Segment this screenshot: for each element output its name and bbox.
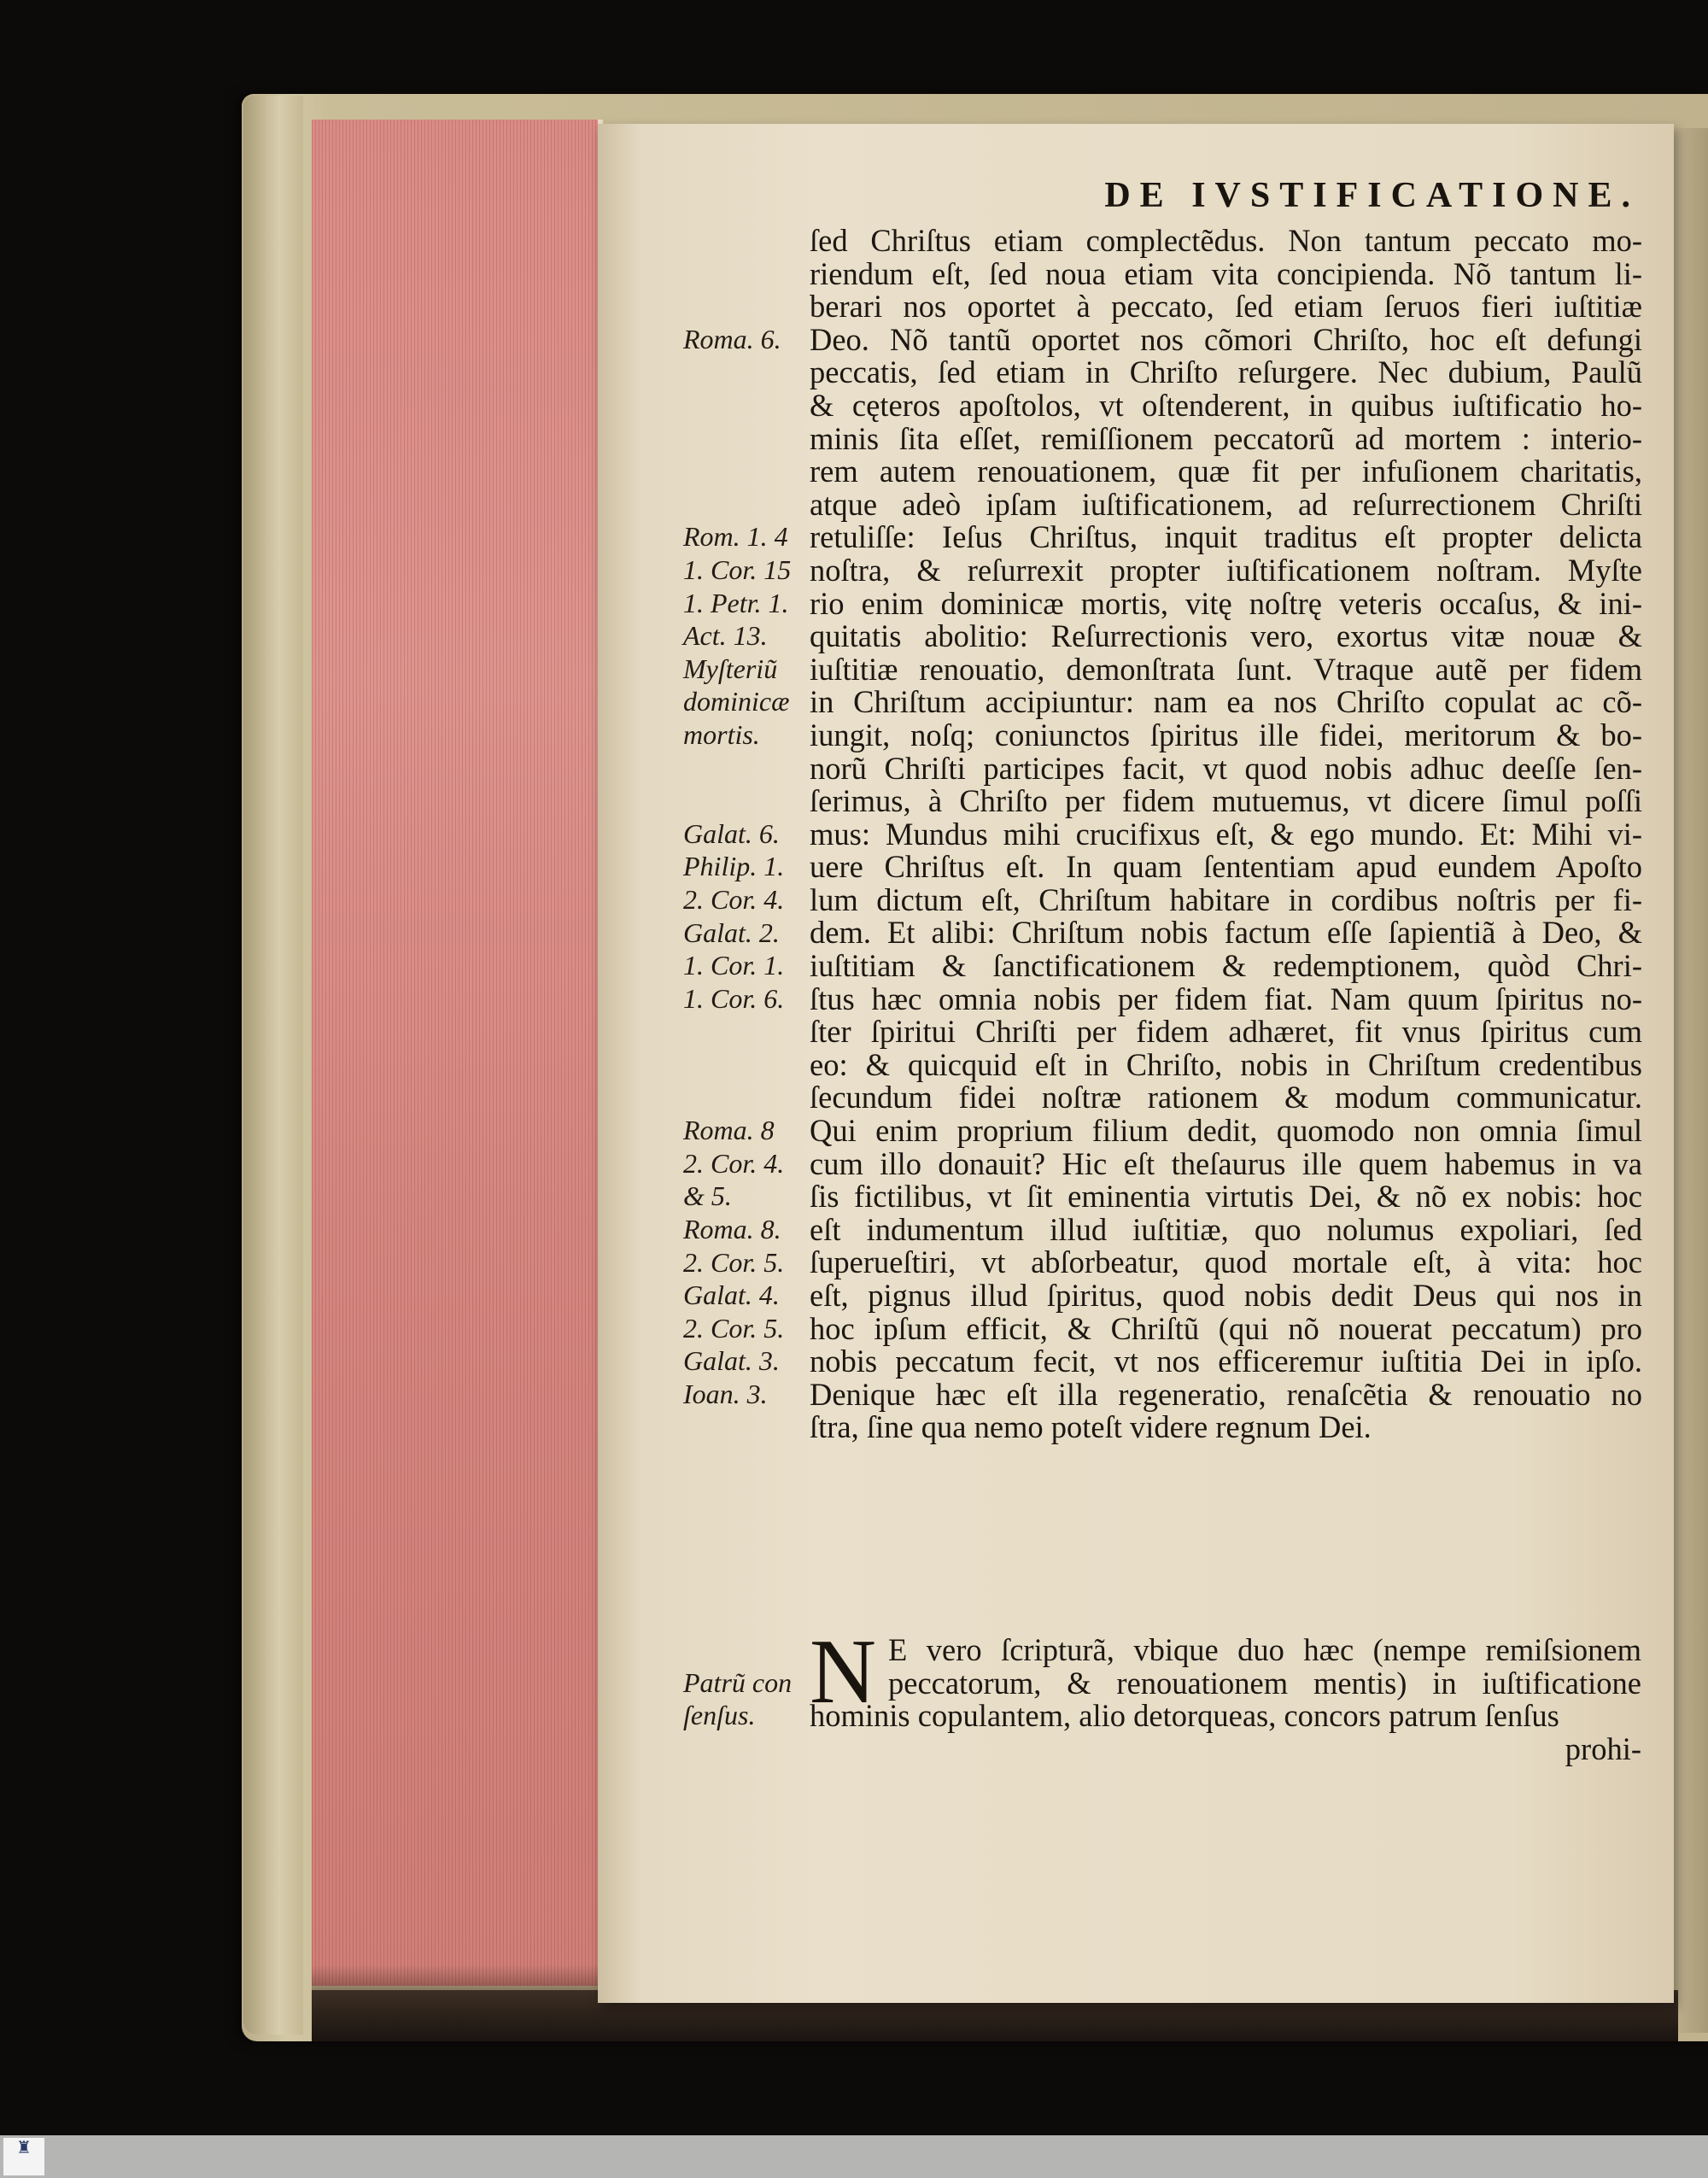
text-line: Denique hæc eſt illa regeneratio, renaſcẽtia & renouatio no xyxy=(810,1376,1642,1412)
text-line: cum illo donauit? Hic eſt theſaurus ille quem habemus in va xyxy=(810,1145,1642,1181)
text-line: ſed Chriſtus etiam complectẽdus. Non tantum peccato mo- xyxy=(810,223,1642,258)
margin-note: Galat. 6. xyxy=(683,817,780,849)
text-line: berari nos oportet à peccato, ſed etiam ſeruos fieri iuſtitiæ xyxy=(810,289,1642,325)
margin-note: ſenſus. xyxy=(683,1700,756,1731)
text-line: ſtus hæc omnia nobis per fidem fiat. Nam quum ſpiritus no- xyxy=(810,981,1642,1016)
text-line: uere Chriſtus eſt. In quam ſententiam apud eundem Apoſto xyxy=(810,849,1642,885)
margin-note: 2. Cor. 5. xyxy=(683,1312,785,1344)
text-line: E vero ſcripturã, vbique duo hæc (nempe remiſsionem xyxy=(888,1632,1641,1667)
margin-note: & 5. xyxy=(683,1180,732,1212)
text-line: iungit, noſq; coniunctos ſpiritus ille fidei, meritorum & bo- xyxy=(810,717,1642,752)
text-line: Qui enim proprium filium dedit, quomodo non omnia ſimul xyxy=(810,1113,1642,1149)
text-line: in Chriſtum accipiuntur: nam ea nos Chriſto copulat ac cõ- xyxy=(810,684,1642,720)
cover-spine-edge xyxy=(243,96,303,2035)
text-line: hominis copulantem, alio detorqueas, concors patrum ſenſus xyxy=(810,1698,1559,1734)
margin-note: Myſteriũ xyxy=(683,653,778,684)
text-line: norũ Chriſti participes facit, vt quod nobis adhuc deeſſe ſen- xyxy=(810,750,1642,786)
text-line: atque adeò ipſam iuſtificationem, ad reſurrectionem Chriſti xyxy=(810,486,1642,522)
text-line: ſtra, ſine qua nemo poteſt videre regnum Dei. xyxy=(810,1409,1372,1445)
margin-note: 1. Cor. 15 xyxy=(683,554,792,585)
margin-note: Ioan. 3. xyxy=(683,1379,768,1409)
text-line: minis ſita eſſet, remiſſionem peccatorũ ad mortem : interio- xyxy=(810,420,1642,456)
text-line: nobis peccatum fecit, vt nos efficeremur iuſtitia Dei in ipſo. xyxy=(810,1344,1642,1379)
text-line: hoc ipſum efficit, & Chriſtũ (qui nõ nouerat peccatum) pro xyxy=(810,1310,1642,1346)
margin-note: Galat. 4. xyxy=(683,1279,780,1311)
body-text xyxy=(810,225,1642,1444)
second-paragraph xyxy=(810,1632,1641,1766)
margin-note: 1. Cor. 1. xyxy=(683,950,785,981)
drop-cap: N xyxy=(810,1621,876,1723)
text-line: lum dictum eſt, Chriſtum habitare in cordibus noſtris per fi- xyxy=(810,881,1642,917)
margin-note: Philip. 1. xyxy=(683,851,785,882)
text-line: eo: & quicquid eſt in Chriſto, nobis in Chriſtum credentibus xyxy=(810,1046,1642,1082)
text-line: peccatorum, & renouationem mentis) in iuſtificatione xyxy=(888,1665,1641,1701)
text-line: quitatis abolitio: Reſurrectionis vero, exortus vitæ nouæ & xyxy=(810,618,1642,654)
margin-note: 1. Cor. 6. xyxy=(683,982,785,1014)
page-block-fore-edge xyxy=(312,120,603,1986)
margin-note: Galat. 2. xyxy=(683,916,780,948)
text-line: mus: Mundus mihi crucifixus eſt, & ego mundo. Et: Mihi vi- xyxy=(810,816,1642,852)
margin-note: 2. Cor. 5. xyxy=(683,1246,785,1278)
margin-note: Act. 13. xyxy=(683,620,768,652)
text-line: rem autem renouationem, quæ fit per infuſionem charitatis, xyxy=(810,454,1642,489)
text-line: rio enim dominicæ mortis, vitę noſtrę veteris occaſus, & ini- xyxy=(810,585,1642,621)
margin-note: Roma. 6. xyxy=(683,323,781,354)
fore-edge-shadow xyxy=(312,1964,598,1990)
text-line: iuſtitiam & ſanctificationem & redemptionem, quòd Chri- xyxy=(810,948,1642,984)
text-line: retuliſſe: Ieſus Chriſtus, inquit traditus eſt propter delicta xyxy=(810,519,1642,555)
facing-page-edge xyxy=(1674,128,1708,2033)
text-line: ſerimus, à Chriſto per fidem mutuemus, vt dicere ſimul poſſi xyxy=(810,783,1642,819)
margin-note: Roma. 8 xyxy=(683,1115,775,1146)
text-line: dem. Et alibi: Chriſtum nobis factum eſſe ſapientiã à Deo, & xyxy=(810,915,1642,951)
text-line: Deo. Nõ tantũ oportet nos cõmori Chriſto, hoc eſt defungi xyxy=(810,321,1642,357)
text-line: ſis fictilibus, vt ſit eminentia virtutis Dei, & nõ ex nobis: hoc xyxy=(810,1179,1642,1215)
catchword: prohi- xyxy=(1565,1730,1641,1766)
margin-note: Patrũ con xyxy=(683,1666,793,1698)
margin-note: mortis. xyxy=(683,719,760,750)
margin-note: Rom. 1. 4 xyxy=(683,521,788,553)
text-line: ſuperueſtiri, vt abſorbeatur, quod mortale eſt, à vita: hoc xyxy=(810,1244,1642,1280)
margin-note: dominicæ xyxy=(683,686,790,717)
text-line: eſt, pignus illud ſpiritus, quod nobis dedit Deus qui nos in xyxy=(810,1278,1642,1313)
text-line: iuſtitiæ renouatio, demonſtrata ſunt. Vtraque autẽ per fidem xyxy=(810,651,1642,687)
margin-note: 1. Petr. 1. xyxy=(683,587,789,618)
text-line: riendum eſt, ſed noua etiam vita concipienda. Nõ tantum li- xyxy=(810,255,1642,291)
text-line: peccatis, ſed etiam in Chriſto reſurgere. Nec dubium, Paulũ xyxy=(810,354,1642,390)
margin-note: 2. Cor. 4. xyxy=(683,1147,785,1179)
margin-note: Galat. 3. xyxy=(683,1345,780,1377)
printed-page xyxy=(598,124,1674,2003)
text-line: ſecundum fidei noſtræ rationem & modum communicatur. xyxy=(810,1080,1642,1115)
margin-note: Roma. 8. xyxy=(683,1214,781,1244)
library-footer-bar xyxy=(0,2135,1708,2178)
text-line: noſtra, & reſurrexit propter iuſtificationem noſtram. Myſte xyxy=(810,552,1642,588)
text-line: & cęteros apoſtolos, vt oſtenderent, in quibus iuſtificatio ho- xyxy=(810,387,1642,423)
library-logo-icon: ♜ xyxy=(3,2138,44,2175)
text-line: eſt indumentum illud iuſtitiæ, quo nolumus expoliari, ſed xyxy=(810,1211,1642,1247)
text-line: ſter ſpiritui Chriſti per fidem adhæret, fit vnus ſpiritus cum xyxy=(810,1014,1642,1050)
running-head: DE IVSTIFICATIONE. xyxy=(1104,176,1640,215)
margin-note: 2. Cor. 4. xyxy=(683,884,785,915)
